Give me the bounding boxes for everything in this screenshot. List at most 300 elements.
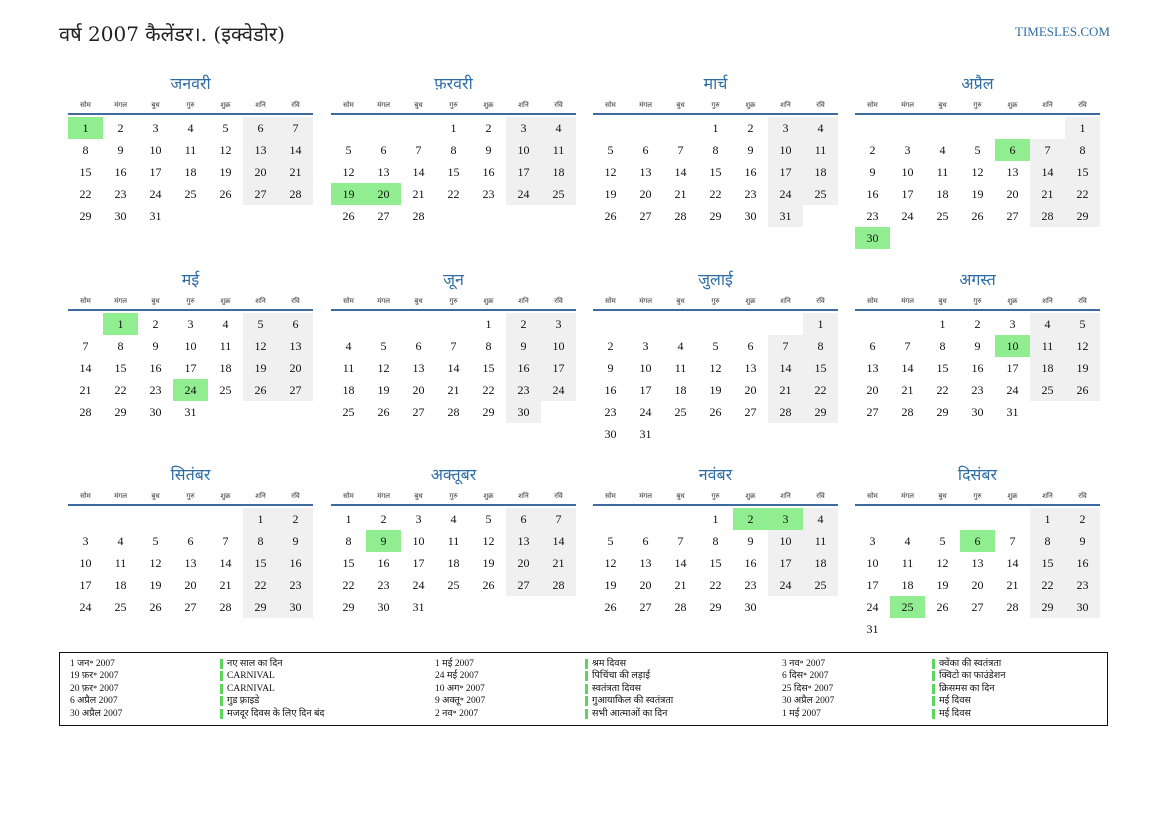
day-cell: 18 <box>674 383 687 397</box>
weekday-label: बुध <box>676 297 685 305</box>
day-cell: 7 <box>904 339 911 353</box>
day-cell: 18 <box>936 187 949 201</box>
weekday-label: शुक्र <box>745 101 756 109</box>
month-1 <box>68 72 313 227</box>
weekday-label: रवि <box>1078 297 1087 305</box>
day-cell: 9 <box>747 143 754 157</box>
empty-cell <box>995 117 1030 139</box>
weekday-label: सोम <box>343 492 354 500</box>
day-cell: 29 <box>243 596 278 618</box>
day-cell: 24 <box>768 574 803 596</box>
day-cell: 15 <box>482 361 495 375</box>
day-cell: 3 <box>642 339 649 353</box>
day-cell: 29 <box>936 405 949 419</box>
day-cell: 27 <box>1006 209 1019 223</box>
weekday-header <box>593 294 838 311</box>
day-cell: 2 <box>485 121 492 135</box>
weekday-header <box>593 98 838 115</box>
day-cell: 8 <box>243 530 278 552</box>
day-cell: 31 <box>639 427 652 441</box>
day-cell: 1 <box>345 512 352 526</box>
day-cell: 8 <box>82 143 89 157</box>
day-cell: 14 <box>1030 161 1065 183</box>
holiday-date: 9 अक्तू॰ 2007 <box>435 696 486 707</box>
day-cell: 6 <box>415 339 422 353</box>
day-cell: 21 <box>412 187 425 201</box>
day-grid <box>68 508 313 618</box>
day-cell: 10 <box>149 143 162 157</box>
day-cell: 21 <box>447 383 460 397</box>
day-cell: 11 <box>803 530 838 552</box>
day-cell: 13 <box>506 530 541 552</box>
day-cell: 6 <box>243 117 278 139</box>
weekday-label: गुरु <box>973 101 982 109</box>
day-cell: 8 <box>712 534 719 548</box>
weekday-label: गुरु <box>186 101 195 109</box>
day-cell: 21 <box>1030 183 1065 205</box>
empty-cell <box>331 313 366 335</box>
day-cell: 17 <box>79 578 92 592</box>
day-cell: 22 <box>936 383 949 397</box>
weekday-label: रवि <box>291 101 300 109</box>
day-cell: 8 <box>450 143 457 157</box>
empty-cell <box>401 117 436 139</box>
weekday-label: सोम <box>343 101 354 109</box>
holiday-name: गुड फ़्राइडे <box>220 696 259 706</box>
day-cell: 11 <box>901 556 914 570</box>
day-cell: 12 <box>219 143 232 157</box>
holiday-entry <box>435 670 673 682</box>
month-10 <box>331 463 576 618</box>
day-cell: 11 <box>541 139 576 161</box>
weekday-label: बुध <box>676 101 685 109</box>
day-cell: 25 <box>803 574 838 596</box>
day-cell: 19 <box>1065 357 1100 379</box>
day-cell: 25 <box>114 600 127 614</box>
day-cell: 3 <box>904 143 911 157</box>
day-cell: 23 <box>114 187 127 201</box>
day-cell: 18 <box>803 552 838 574</box>
day-cell: 13 <box>639 556 652 570</box>
day-cell: 3 <box>82 534 89 548</box>
day-grid <box>593 313 838 445</box>
day-cell: 21 <box>901 383 914 397</box>
weekday-label: शुक्र <box>483 297 494 305</box>
weekday-label: रवि <box>816 492 825 500</box>
day-cell: 23 <box>377 578 390 592</box>
month-9 <box>68 463 313 618</box>
weekday-label: मंगल <box>901 492 914 500</box>
day-cell: 19 <box>971 187 984 201</box>
weekday-header <box>331 489 576 506</box>
day-cell: 12 <box>604 165 617 179</box>
day-cell: 9 <box>1065 530 1100 552</box>
day-cell: 26 <box>243 379 278 401</box>
day-cell: 18 <box>901 578 914 592</box>
day-cell: 14 <box>901 361 914 375</box>
day-cell: 18 <box>184 165 197 179</box>
day-cell: 29 <box>114 405 127 419</box>
day-cell: 31 <box>768 205 803 227</box>
day-cell: 28 <box>278 183 313 205</box>
holiday-date: 6 अप्रैल 2007 <box>70 696 118 707</box>
day-cell: 19 <box>482 556 495 570</box>
weekday-label: सोम <box>867 492 878 500</box>
day-cell: 13 <box>184 556 197 570</box>
empty-cell <box>855 117 890 139</box>
day-cell: 4 <box>803 117 838 139</box>
weekday-label: सोम <box>605 492 616 500</box>
weekday-label: बुध <box>676 492 685 500</box>
day-cell: 29 <box>709 600 722 614</box>
weekday-label: सोम <box>867 297 878 305</box>
day-cell: 21 <box>674 187 687 201</box>
day-cell: 27 <box>639 209 652 223</box>
holiday-date: 2 नव॰ 2007 <box>435 708 479 719</box>
day-cell: 30 <box>149 405 162 419</box>
month-2 <box>331 72 576 227</box>
day-cell: 22 <box>114 383 127 397</box>
month-3 <box>593 72 838 227</box>
day-cell: 17 <box>901 187 914 201</box>
day-grid <box>855 313 1100 423</box>
weekday-label: मंगल <box>901 297 914 305</box>
empty-cell <box>401 313 436 335</box>
holiday-list <box>59 652 1108 726</box>
holiday-date: 19 फ़र॰ 2007 <box>70 671 119 682</box>
day-cell: 26 <box>149 600 162 614</box>
day-cell: 2 <box>1065 508 1100 530</box>
day-cell: 6 <box>380 143 387 157</box>
empty-cell <box>138 508 173 530</box>
day-cell: 20 <box>1006 187 1019 201</box>
weekday-label: शुक्र <box>483 492 494 500</box>
day-cell: 14 <box>674 165 687 179</box>
empty-cell <box>855 508 890 530</box>
day-cell: 4 <box>345 339 352 353</box>
day-cell: 15 <box>709 556 722 570</box>
day-cell: 21 <box>79 383 92 397</box>
holiday-name: मई दिवस <box>932 709 971 719</box>
day-cell: 14 <box>278 139 313 161</box>
weekday-header <box>68 489 313 506</box>
day-cell: 25 <box>447 578 460 592</box>
day-cell: 19 <box>709 383 722 397</box>
weekday-label: शुक्र <box>745 297 756 305</box>
month-name: फ़रवरी <box>434 74 473 93</box>
day-cell: 5 <box>380 339 387 353</box>
day-cell: 24 <box>639 405 652 419</box>
day-cell: 27 <box>184 600 197 614</box>
holiday-entry <box>70 683 324 695</box>
day-cell: 25 <box>541 183 576 205</box>
day-cell: 14 <box>447 361 460 375</box>
weekday-label: मंगल <box>377 297 390 305</box>
holiday-date: 1 मई 2007 <box>435 659 474 669</box>
day-cell: 12 <box>971 165 984 179</box>
holiday-day-cell: 2 <box>733 508 768 530</box>
day-cell: 17 <box>639 383 652 397</box>
day-cell: 12 <box>377 361 390 375</box>
empty-cell <box>68 313 103 335</box>
day-cell: 28 <box>79 405 92 419</box>
day-cell: 9 <box>278 530 313 552</box>
empty-cell <box>593 117 628 139</box>
day-cell: 7 <box>82 339 89 353</box>
day-cell: 27 <box>639 600 652 614</box>
empty-cell <box>663 508 698 530</box>
weekday-label: बुध <box>151 101 160 109</box>
day-cell: 2 <box>974 317 981 331</box>
holiday-entry <box>435 695 673 707</box>
day-cell: 2 <box>380 512 387 526</box>
day-cell: 22 <box>342 578 355 592</box>
day-cell: 7 <box>1009 534 1016 548</box>
day-cell: 10 <box>901 165 914 179</box>
day-cell: 11 <box>1030 335 1065 357</box>
empty-cell <box>366 117 401 139</box>
day-cell: 8 <box>345 534 352 548</box>
day-cell: 25 <box>936 209 949 223</box>
weekday-label: सोम <box>80 492 91 500</box>
day-cell: 15 <box>936 361 949 375</box>
weekday-label: मंगल <box>377 492 390 500</box>
weekday-label: गुरु <box>973 297 982 305</box>
day-cell: 8 <box>712 143 719 157</box>
day-grid <box>855 508 1100 640</box>
day-cell: 1 <box>803 313 838 335</box>
day-cell: 10 <box>79 556 92 570</box>
day-cell: 7 <box>541 508 576 530</box>
empty-cell <box>855 313 890 335</box>
day-cell: 31 <box>184 405 197 419</box>
day-cell: 1 <box>450 121 457 135</box>
weekday-header <box>331 294 576 311</box>
weekday-header <box>855 489 1100 506</box>
day-cell: 16 <box>744 556 757 570</box>
weekday-label: सोम <box>605 297 616 305</box>
day-cell: 28 <box>541 574 576 596</box>
day-cell: 24 <box>866 600 879 614</box>
empty-cell <box>68 508 103 530</box>
day-cell: 10 <box>768 139 803 161</box>
day-cell: 13 <box>243 139 278 161</box>
day-cell: 28 <box>1006 600 1019 614</box>
day-cell: 20 <box>971 578 984 592</box>
day-cell: 1 <box>485 317 492 331</box>
weekday-label: शनि <box>1042 492 1053 500</box>
day-cell: 5 <box>243 313 278 335</box>
day-cell: 9 <box>117 143 124 157</box>
weekday-label: गुरु <box>186 492 195 500</box>
weekday-label: रवि <box>1078 492 1087 500</box>
day-cell: 29 <box>1065 205 1100 227</box>
day-cell: 3 <box>152 121 159 135</box>
day-grid <box>68 313 313 423</box>
day-cell: 27 <box>866 405 879 419</box>
day-cell: 20 <box>866 383 879 397</box>
day-cell: 31 <box>412 600 425 614</box>
day-cell: 2 <box>278 508 313 530</box>
day-cell: 22 <box>709 578 722 592</box>
weekday-label: शुक्र <box>220 101 231 109</box>
empty-cell <box>663 313 698 335</box>
empty-cell <box>960 508 995 530</box>
weekday-label: मंगल <box>901 101 914 109</box>
day-cell: 20 <box>639 578 652 592</box>
weekday-label: गुरु <box>711 101 720 109</box>
day-cell: 17 <box>506 161 541 183</box>
weekday-label: शुक्र <box>220 492 231 500</box>
day-cell: 19 <box>243 357 278 379</box>
day-cell: 19 <box>219 165 232 179</box>
day-cell: 3 <box>415 512 422 526</box>
day-cell: 24 <box>149 187 162 201</box>
holiday-entry <box>435 708 673 720</box>
day-cell: 30 <box>278 596 313 618</box>
day-cell: 20 <box>412 383 425 397</box>
month-name: अक्तूबर <box>430 465 477 484</box>
empty-cell <box>890 508 925 530</box>
day-cell: 17 <box>866 578 879 592</box>
day-cell: 4 <box>939 143 946 157</box>
day-cell: 16 <box>149 361 162 375</box>
empty-cell <box>628 508 663 530</box>
day-cell: 16 <box>506 357 541 379</box>
holiday-column-3 <box>782 658 1005 720</box>
holiday-name: श्रम दिवस <box>585 659 626 669</box>
day-cell: 2 <box>607 339 614 353</box>
weekday-label: मंगल <box>114 297 127 305</box>
weekday-label: शनि <box>518 297 529 305</box>
day-cell: 28 <box>674 600 687 614</box>
holiday-date: 3 नव॰ 2007 <box>782 659 826 669</box>
weekday-label: शुक्र <box>220 297 231 305</box>
day-cell: 7 <box>768 335 803 357</box>
empty-cell <box>960 117 995 139</box>
site-link[interactable]: TIMESLES.COM <box>1015 24 1110 39</box>
holiday-day-cell: 24 <box>173 379 208 401</box>
day-cell: 26 <box>936 600 949 614</box>
day-cell: 21 <box>1006 578 1019 592</box>
holiday-date: 30 अप्रैल 2007 <box>70 708 123 719</box>
day-cell: 5 <box>607 534 614 548</box>
weekday-label: मंगल <box>114 101 127 109</box>
weekday-label: बुध <box>414 101 423 109</box>
holiday-entry <box>782 683 1005 695</box>
holiday-name: CARNIVAL <box>220 671 275 681</box>
holiday-day-cell: 3 <box>768 508 803 530</box>
day-cell: 4 <box>222 317 229 331</box>
day-cell: 6 <box>278 313 313 335</box>
weekday-label: गुरु <box>449 492 458 500</box>
day-cell: 7 <box>450 339 457 353</box>
day-cell: 23 <box>278 574 313 596</box>
empty-cell <box>628 117 663 139</box>
day-cell: 1 <box>712 121 719 135</box>
day-cell: 29 <box>482 405 495 419</box>
day-cell: 24 <box>901 209 914 223</box>
day-cell: 11 <box>342 361 355 375</box>
weekday-label: बुध <box>938 492 947 500</box>
day-cell: 2 <box>117 121 124 135</box>
day-cell: 9 <box>974 339 981 353</box>
day-cell: 9 <box>506 335 541 357</box>
month-name: मार्च <box>703 74 728 93</box>
day-grid <box>855 117 1100 249</box>
day-cell: 15 <box>243 552 278 574</box>
weekday-label: शुक्र <box>1007 101 1018 109</box>
day-cell: 26 <box>377 405 390 419</box>
holiday-entry <box>70 658 324 670</box>
weekday-label: रवि <box>816 297 825 305</box>
day-cell: 11 <box>184 143 197 157</box>
day-cell: 4 <box>187 121 194 135</box>
day-cell: 22 <box>709 187 722 201</box>
holiday-day-cell: 19 <box>331 183 366 205</box>
day-cell: 22 <box>79 187 92 201</box>
day-cell: 16 <box>1065 552 1100 574</box>
day-cell: 4 <box>677 339 684 353</box>
day-cell: 18 <box>447 556 460 570</box>
day-cell: 13 <box>278 335 313 357</box>
holiday-name: क्विटो का फाउंडेशन <box>932 671 1005 681</box>
holiday-name: मई दिवस <box>932 696 971 706</box>
day-cell: 29 <box>342 600 355 614</box>
day-cell: 29 <box>79 209 92 223</box>
weekday-label: मंगल <box>639 492 652 500</box>
day-cell: 20 <box>278 357 313 379</box>
day-cell: 7 <box>1030 139 1065 161</box>
month-name: दिसंबर <box>957 465 998 484</box>
weekday-label: रवि <box>1078 101 1087 109</box>
day-cell: 14 <box>674 556 687 570</box>
day-cell: 12 <box>709 361 722 375</box>
weekday-label: रवि <box>291 297 300 305</box>
day-grid <box>331 313 576 423</box>
month-name: अगस्त <box>959 270 996 289</box>
weekday-label: शनि <box>780 492 791 500</box>
day-cell: 6 <box>187 534 194 548</box>
day-cell: 19 <box>604 187 617 201</box>
day-cell: 24 <box>506 183 541 205</box>
weekday-label: शनि <box>255 492 266 500</box>
day-cell: 13 <box>1006 165 1019 179</box>
holiday-name: स्वतंत्रता दिवस <box>585 684 641 694</box>
day-cell: 16 <box>744 165 757 179</box>
day-cell: 23 <box>482 187 495 201</box>
day-cell: 18 <box>114 578 127 592</box>
day-cell: 12 <box>604 556 617 570</box>
holiday-entry <box>782 708 1005 720</box>
day-cell: 4 <box>541 117 576 139</box>
day-cell: 19 <box>936 578 949 592</box>
day-cell: 21 <box>219 578 232 592</box>
day-cell: 28 <box>901 405 914 419</box>
day-cell: 3 <box>541 313 576 335</box>
day-cell: 25 <box>1030 379 1065 401</box>
day-cell: 4 <box>1030 313 1065 335</box>
empty-cell <box>925 508 960 530</box>
day-cell: 23 <box>744 187 757 201</box>
weekday-label: मंगल <box>639 101 652 109</box>
day-cell: 27 <box>377 209 390 223</box>
holiday-date: 6 दिस॰ 2007 <box>782 671 829 682</box>
day-cell: 4 <box>904 534 911 548</box>
day-cell: 5 <box>345 143 352 157</box>
holiday-name: गुआयाकिल की स्वतंत्रता <box>585 696 673 706</box>
day-cell: 1 <box>1030 508 1065 530</box>
